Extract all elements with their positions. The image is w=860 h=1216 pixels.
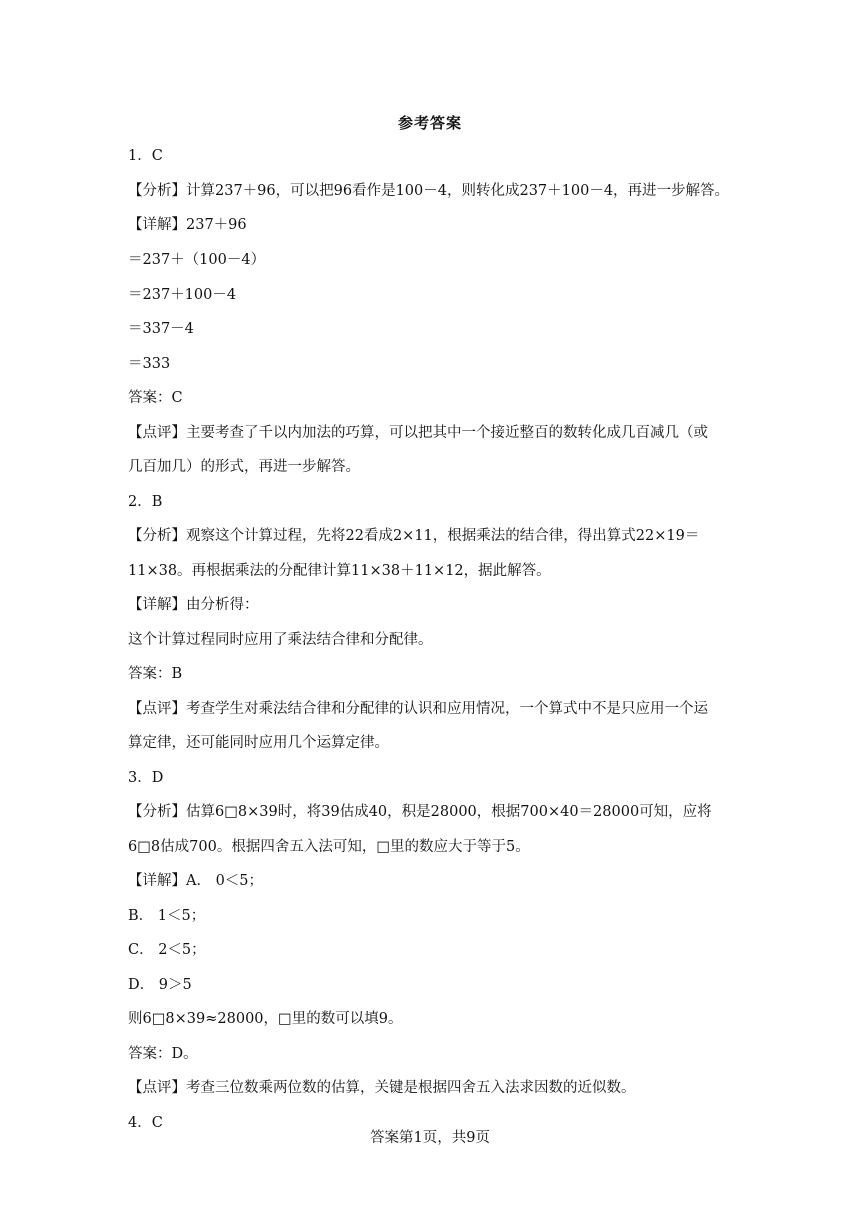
detail-line: 则6□8×39≈28000，□里的数可以填9。 — [128, 1011, 403, 1027]
analysis-line: 【分析】计算237＋96，可以把96看作是100－4，则转化成237＋100－4，再进一步解答。 — [128, 183, 730, 199]
analysis-line: 【分析】观察这个计算过程，先将22看成2×11，根据乘法的结合律，得出算式22×19＝ — [128, 528, 700, 544]
calculation-step: ＝237＋100－4 — [128, 287, 237, 303]
calculation-step: ＝333 — [128, 356, 171, 372]
answer-line: 答案：C — [128, 390, 183, 406]
detail-line: 这个计算过程同时应用了乘法结合律和分配律。 — [128, 632, 433, 648]
analysis-line: 6□8估成700。根据四舍五入法可知，□里的数应大于等于5。 — [128, 839, 530, 855]
detail-line: D． 9＞5 — [128, 977, 192, 993]
detail-line: B． 1＜5； — [128, 908, 206, 924]
page-title: 参考答案 — [397, 114, 462, 132]
answer-line: 答案：B — [128, 666, 183, 682]
page-footer: 答案第1页，共9页 — [370, 1130, 490, 1146]
calculation-step: ＝237＋（100－4） — [128, 252, 266, 268]
detail-line: 【详解】237＋96 — [128, 217, 247, 233]
answer-line: 答案：D。 — [128, 1046, 198, 1062]
detail-line: 【详解】由分析得： — [128, 597, 259, 613]
analysis-line: 【分析】估算6□8×39时，将39估成40，积是28000，根据700×40＝28000可知，应将 — [128, 804, 712, 820]
answer-number: 1．C — [128, 148, 163, 164]
comment-line: 【点评】考查学生对乘法结合律和分配律的认识和应用情况，一个算式中不是只应用一个运 — [128, 701, 708, 717]
comment-line: 【点评】考查三位数乘两位数的估算，关键是根据四舍五入法求因数的近似数。 — [128, 1080, 636, 1096]
detail-line: 【详解】A． 0＜5； — [128, 873, 264, 889]
comment-line: 算定律，还可能同时应用几个运算定律。 — [128, 735, 389, 751]
answer-number: 4．C — [128, 1115, 163, 1131]
comment-line: 几百加几）的形式，再进一步解答。 — [128, 459, 360, 475]
answer-number: 2．B — [128, 494, 163, 510]
analysis-line: 11×38。再根据乘法的分配律计算11×38＋11×12，据此解答。 — [128, 563, 551, 579]
calculation-step: ＝337－4 — [128, 321, 194, 337]
comment-line: 【点评】主要考查了千以内加法的巧算，可以把其中一个接近整百的数转化成几百减几（或 — [128, 425, 708, 441]
detail-line: C． 2＜5； — [128, 942, 206, 958]
answer-number: 3．D — [128, 770, 164, 786]
